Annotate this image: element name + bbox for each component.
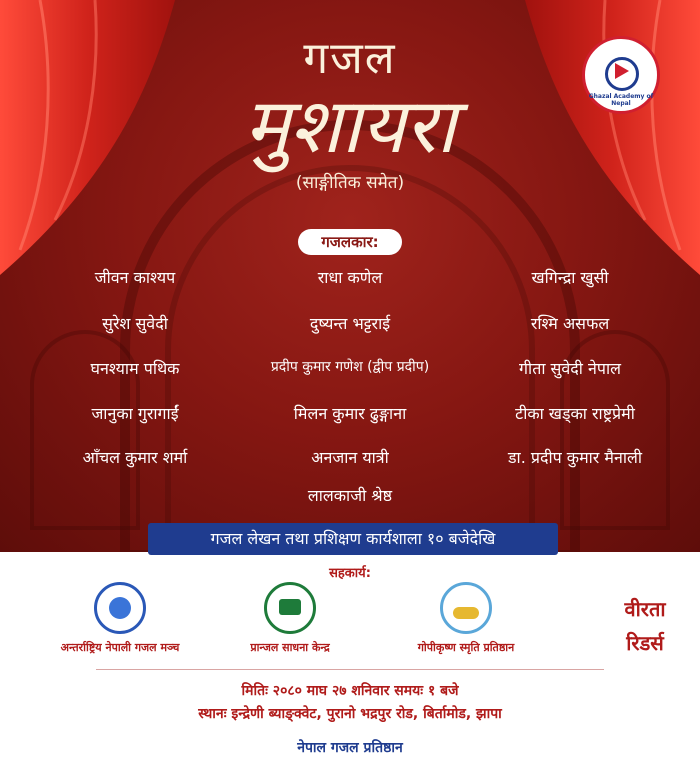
sponsor-line-1: वीरता: [624, 597, 666, 621]
poet-name: राधा कणेल: [317, 268, 383, 287]
workshop-banner: गजल लेखन तथा प्रशिक्षण कार्यशाला १० बजेदेखि: [148, 523, 558, 555]
poet-name: जीवन काश्यप: [94, 268, 176, 287]
divider: [96, 669, 604, 670]
poet-name: अनजान यात्री: [311, 448, 389, 467]
poet-name: टीका खड्का राष्ट्रप्रेमी: [515, 404, 635, 423]
poet-name: डा. प्रदीप कुमार मैनाली: [507, 448, 642, 467]
book-icon: [279, 599, 301, 615]
poet-name: आँचल कुमार शर्मा: [82, 448, 188, 467]
poet-name: जानुका गुरागाईं: [91, 404, 179, 423]
poet-name: दुष्यन्त भट्टराई: [309, 314, 391, 333]
poet-name: खगिन्द्रा खुसी: [531, 268, 609, 287]
globe-logo-icon: [94, 582, 146, 634]
partner-name: अन्तर्राष्ट्रिय नेपाली गजल मञ्च: [60, 641, 180, 654]
sunrise-logo-icon: [440, 582, 492, 634]
logo-text: Ghazal Academy of Nepal: [588, 93, 654, 107]
poet-name: रश्मि असफल: [530, 314, 610, 333]
partner-3: [376, 582, 556, 655]
poet-name: लालकाजी श्रेष्ठ: [307, 486, 393, 505]
partner-2: [200, 582, 380, 655]
poet-name: घनश्याम पथिक: [90, 359, 180, 378]
organizer-name: नेपाल गजल प्रतिष्ठान: [297, 740, 403, 756]
event-date-time: मितिः २०८० माघ २७ शनिवार समयः १ बजे: [241, 683, 459, 699]
poet-name: प्रदीप कुमार गणेश (द्वीप प्रदीप): [270, 359, 430, 375]
partners-label: सहकार्य:: [329, 566, 371, 581]
globe-icon: [109, 597, 131, 619]
partner-1: [30, 582, 210, 655]
event-venue: स्थानः इन्द्रेणी ब्याङ्क्वेट, पुरानो भद्रपुर रोड, बिर्तामोड, झापा: [198, 706, 502, 722]
poet-name: गीता सुवेदी नेपाल: [519, 359, 621, 378]
sunrise-icon: [453, 607, 479, 619]
poet-name: सुरेश सुवेदी: [102, 314, 168, 333]
title-line-1: गजल: [303, 33, 397, 84]
book-emblem-logo-icon: [264, 582, 316, 634]
sponsor-line-2: रिडर्स: [626, 631, 664, 655]
title-subtitle: (साङ्गीतिक समेत): [295, 173, 405, 193]
ghazal-academy-logo-icon: [582, 36, 660, 114]
sponsor-name: [610, 592, 680, 660]
poet-name: मिलन कुमार ढुङ्गाना: [293, 404, 407, 423]
partner-name: गोपीकृष्ण स्मृति प्रतिष्ठान: [417, 641, 515, 654]
poets-heading: गजलकार:: [298, 229, 402, 255]
partner-name: प्रान्जल साधना केन्द्र: [250, 641, 330, 654]
flag-icon: [615, 63, 629, 79]
title-line-2: मुशायरा: [244, 81, 456, 170]
